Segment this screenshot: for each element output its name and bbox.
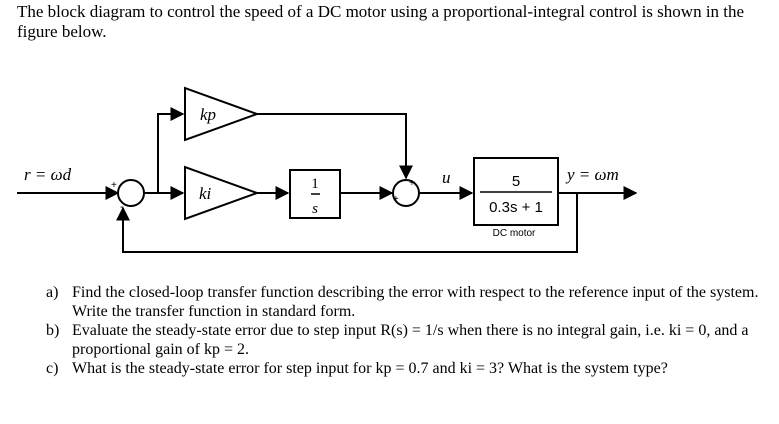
integrator-numerator: 1 [311, 176, 319, 192]
kp-label: kp [200, 105, 217, 124]
question-c-letter: c) [46, 360, 59, 377]
kp-branch-line [158, 114, 183, 193]
output-label: y = ωm [567, 165, 619, 184]
question-b-text: Evaluate the steady-state error due to step input R(s) = 1/s when there is no integral gain, i.e. ki = 0, and a proportional gain of kp = 2. [72, 322, 749, 358]
sum1-minus-sign: - [120, 201, 124, 213]
sum1-plus-sign: + [111, 180, 117, 191]
question-a-text: Find the closed-loop transfer function describing the error with respect to the reference input of the system. Write the transfer function in standard form. [72, 284, 759, 320]
question-c-text: What is the steady-state error for step input for kp = 0.7 and ki = 3? What is the system type? [72, 360, 668, 377]
intro-text: The block diagram to control the speed of a DC motor using a proportional-integral control is shown in the figure below. [17, 2, 745, 41]
question-b-letter: b) [46, 322, 60, 339]
sum2-plus-left-sign: + [393, 194, 399, 205]
sum2-plus-top-sign: + [409, 178, 415, 189]
input-label: r = ωd [24, 165, 72, 184]
plant-denominator: 0.3s + 1 [489, 199, 543, 216]
plant-caption: DC motor [492, 228, 536, 239]
kp-to-sum-line [257, 114, 406, 178]
ki-label: ki [199, 184, 212, 203]
block-diagram [0, 70, 779, 280]
question-list [46, 283, 766, 378]
question-b [46, 321, 766, 359]
integrator-denominator: s [312, 201, 318, 217]
question-a [46, 283, 766, 321]
ki-gain-block [185, 167, 257, 219]
kp-gain-block [185, 88, 257, 140]
question-a-letter: a) [46, 284, 59, 301]
question-c [46, 359, 766, 378]
u-label: u [442, 168, 451, 187]
plant-numerator: 5 [511, 173, 521, 190]
